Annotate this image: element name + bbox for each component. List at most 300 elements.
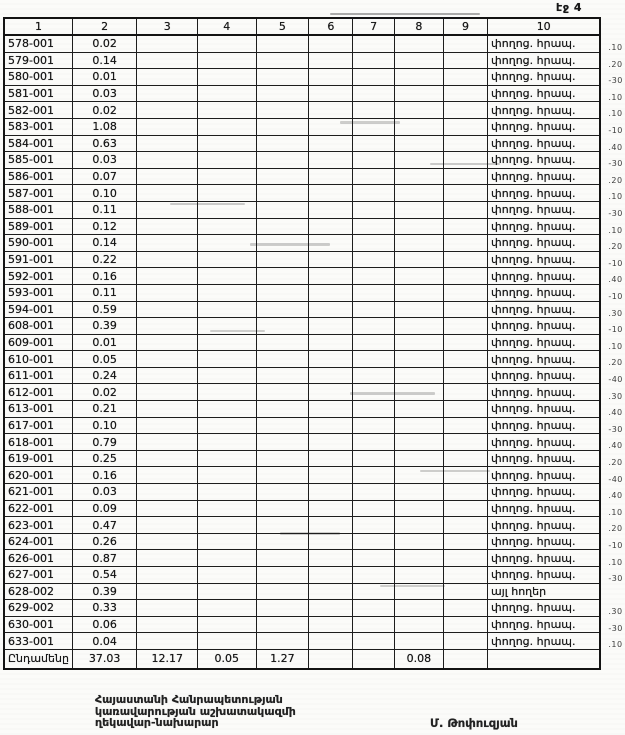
margin-mark — [600, 583, 624, 600]
row-empty-cell — [394, 185, 443, 202]
row-empty-cell — [394, 384, 443, 401]
row-empty-cell — [309, 118, 353, 135]
table-row — [4, 251, 624, 268]
row-code-cell: 589-001 — [4, 218, 72, 235]
row-empty-cell — [198, 517, 256, 534]
row-value-cell: 0.22 — [72, 251, 136, 268]
table-row — [4, 85, 624, 102]
row-landuse-cell: փողոց. հրապ. — [488, 85, 601, 102]
row-empty-cell — [443, 268, 487, 285]
row-landuse-cell: փողոց. հրապ. — [488, 500, 601, 517]
col-header-10: 10 — [488, 18, 601, 35]
row-value-cell: 0.03 — [72, 85, 136, 102]
table-row — [4, 185, 624, 202]
row-value-cell: 0.39 — [72, 318, 136, 335]
col-header-5: 5 — [256, 18, 309, 35]
row-empty-cell — [443, 467, 487, 484]
total-col7-cell — [353, 649, 394, 669]
row-empty-cell — [353, 484, 394, 501]
row-empty-cell — [256, 69, 309, 86]
row-empty-cell — [353, 185, 394, 202]
row-empty-cell — [198, 152, 256, 169]
margin-mark: .10 — [608, 109, 623, 119]
table-header — [4, 18, 624, 35]
table-row — [4, 517, 624, 534]
row-value-cell: 0.21 — [72, 401, 136, 418]
total-col6-cell — [309, 649, 353, 669]
row-value-cell: 0.02 — [72, 384, 136, 401]
total-col4-cell: 0.05 — [198, 649, 256, 669]
row-value-cell: 0.09 — [72, 500, 136, 517]
margin-mark: -30 — [608, 424, 623, 434]
row-empty-cell — [443, 185, 487, 202]
row-empty-cell — [353, 251, 394, 268]
row-empty-cell — [443, 152, 487, 169]
row-empty-cell — [256, 284, 309, 301]
row-value-cell: 0.63 — [72, 135, 136, 152]
row-empty-cell — [394, 417, 443, 434]
row-empty-cell — [137, 533, 198, 550]
row-empty-cell — [309, 52, 353, 69]
row-value-cell: 0.16 — [72, 467, 136, 484]
table-row — [4, 69, 624, 86]
margin-mark: .10 — [608, 507, 623, 517]
row-value-cell: 0.11 — [72, 201, 136, 218]
row-landuse-cell: փողոց. հրապ. — [488, 168, 601, 185]
margin-mark: .30 — [608, 308, 623, 318]
signatory-title-block — [95, 694, 296, 729]
total-col3-cell: 12.17 — [137, 649, 198, 669]
row-value-cell: 0.39 — [72, 583, 136, 600]
row-empty-cell — [394, 367, 443, 384]
row-landuse-cell: փողոց. հրապ. — [488, 450, 601, 467]
row-code-cell: 578-001 — [4, 35, 72, 52]
row-empty-cell — [309, 268, 353, 285]
table-row — [4, 102, 624, 119]
row-value-cell: 0.07 — [72, 168, 136, 185]
row-code-cell: 608-001 — [4, 318, 72, 335]
row-empty-cell — [137, 384, 198, 401]
table-footer — [4, 649, 624, 669]
row-value-cell: 0.02 — [72, 35, 136, 52]
row-empty-cell — [353, 218, 394, 235]
row-empty-cell — [256, 85, 309, 102]
margin-mark: .40 — [608, 408, 623, 418]
row-empty-cell — [198, 450, 256, 467]
row-empty-cell — [137, 251, 198, 268]
row-empty-cell — [309, 616, 353, 633]
table-row — [4, 334, 624, 351]
row-code-cell: 593-001 — [4, 284, 72, 301]
row-empty-cell — [309, 218, 353, 235]
row-empty-cell — [198, 235, 256, 252]
row-empty-cell — [137, 318, 198, 335]
row-empty-cell — [137, 69, 198, 86]
row-landuse-cell: փողոց. հրապ. — [488, 633, 601, 650]
row-empty-cell — [256, 367, 309, 384]
margin-mark: .20 — [608, 358, 623, 368]
row-empty-cell — [353, 567, 394, 584]
row-empty-cell — [137, 434, 198, 451]
row-empty-cell — [309, 500, 353, 517]
row-empty-cell — [198, 185, 256, 202]
row-empty-cell — [394, 533, 443, 550]
row-empty-cell — [198, 367, 256, 384]
margin-mark: -30 — [608, 209, 623, 219]
row-empty-cell — [198, 484, 256, 501]
row-landuse-cell: փողոց. հրապ. — [488, 301, 601, 318]
table-body — [4, 35, 624, 649]
row-empty-cell — [394, 600, 443, 617]
row-empty-cell — [394, 152, 443, 169]
table-row — [4, 52, 624, 69]
row-empty-cell — [256, 118, 309, 135]
row-code-cell: 633-001 — [4, 633, 72, 650]
row-empty-cell — [137, 583, 198, 600]
scan-artifact — [330, 13, 480, 15]
margin-mark: .40 — [608, 491, 623, 501]
row-code-cell: 610-001 — [4, 351, 72, 368]
row-value-cell: 1.08 — [72, 118, 136, 135]
row-empty-cell — [443, 52, 487, 69]
row-landuse-cell: փողոց. հրապ. — [488, 201, 601, 218]
row-empty-cell — [137, 168, 198, 185]
row-empty-cell — [256, 450, 309, 467]
row-empty-cell — [443, 633, 487, 650]
row-empty-cell — [353, 450, 394, 467]
row-empty-cell — [137, 284, 198, 301]
margin-mark: .20 — [608, 175, 623, 185]
margin-spacer — [600, 649, 624, 669]
margin-mark: -10 — [608, 540, 623, 550]
margin-mark: -30 — [608, 623, 623, 633]
row-code-cell: 584-001 — [4, 135, 72, 152]
row-empty-cell — [443, 85, 487, 102]
row-empty-cell — [256, 616, 309, 633]
margin-mark: .20 — [608, 457, 623, 467]
margin-mark: .20 — [608, 524, 623, 534]
row-value-cell: 0.26 — [72, 533, 136, 550]
row-empty-cell — [443, 550, 487, 567]
row-value-cell: 0.10 — [72, 185, 136, 202]
margin-mark: .10 — [608, 225, 623, 235]
row-code-cell: 617-001 — [4, 417, 72, 434]
row-landuse-cell: փողոց. հրապ. — [488, 318, 601, 335]
row-empty-cell — [443, 351, 487, 368]
row-empty-cell — [309, 85, 353, 102]
row-empty-cell — [198, 500, 256, 517]
row-empty-cell — [394, 450, 443, 467]
margin-spacer — [600, 18, 624, 35]
row-empty-cell — [443, 102, 487, 119]
row-empty-cell — [256, 533, 309, 550]
row-code-cell: 587-001 — [4, 185, 72, 202]
row-code-cell: 618-001 — [4, 434, 72, 451]
row-value-cell: 0.14 — [72, 52, 136, 69]
row-empty-cell — [198, 318, 256, 335]
row-code-cell: 583-001 — [4, 118, 72, 135]
row-empty-cell — [309, 35, 353, 52]
row-empty-cell — [309, 600, 353, 617]
row-landuse-cell: փողոց. հրապ. — [488, 616, 601, 633]
row-empty-cell — [256, 218, 309, 235]
row-empty-cell — [353, 118, 394, 135]
row-empty-cell — [443, 35, 487, 52]
row-empty-cell — [137, 334, 198, 351]
row-empty-cell — [394, 52, 443, 69]
row-empty-cell — [198, 616, 256, 633]
row-code-cell: 627-001 — [4, 567, 72, 584]
total-col5-cell: 1.27 — [256, 649, 309, 669]
row-empty-cell — [353, 135, 394, 152]
row-empty-cell — [198, 168, 256, 185]
margin-mark: -40 — [608, 474, 623, 484]
row-empty-cell — [198, 301, 256, 318]
row-value-cell: 0.01 — [72, 334, 136, 351]
margin-mark: .10 — [608, 640, 623, 650]
row-empty-cell — [309, 102, 353, 119]
row-code-cell: 579-001 — [4, 52, 72, 69]
margin-mark: -30 — [608, 159, 623, 169]
row-empty-cell — [443, 168, 487, 185]
row-code-cell: 611-001 — [4, 367, 72, 384]
row-empty-cell — [394, 401, 443, 418]
row-code-cell: 619-001 — [4, 450, 72, 467]
total-col10-cell — [488, 649, 601, 669]
table-row — [4, 118, 624, 135]
row-empty-cell — [353, 235, 394, 252]
row-empty-cell — [256, 633, 309, 650]
row-code-cell: 623-001 — [4, 517, 72, 534]
row-empty-cell — [353, 85, 394, 102]
row-empty-cell — [353, 168, 394, 185]
row-empty-cell — [198, 85, 256, 102]
row-code-cell: 580-001 — [4, 69, 72, 86]
row-empty-cell — [443, 135, 487, 152]
table-row — [4, 367, 624, 384]
row-empty-cell — [309, 533, 353, 550]
row-empty-cell — [443, 251, 487, 268]
row-empty-cell — [394, 35, 443, 52]
row-code-cell: 592-001 — [4, 268, 72, 285]
table-row — [4, 235, 624, 252]
row-value-cell: 0.12 — [72, 218, 136, 235]
row-empty-cell — [353, 35, 394, 52]
row-empty-cell — [198, 268, 256, 285]
row-empty-cell — [198, 583, 256, 600]
table-row — [4, 633, 624, 650]
row-empty-cell — [353, 351, 394, 368]
row-empty-cell — [353, 268, 394, 285]
row-empty-cell — [309, 351, 353, 368]
totals-row — [4, 649, 624, 669]
row-empty-cell — [256, 567, 309, 584]
row-empty-cell — [353, 500, 394, 517]
row-empty-cell — [198, 69, 256, 86]
row-empty-cell — [394, 251, 443, 268]
row-empty-cell — [198, 550, 256, 567]
row-empty-cell — [394, 550, 443, 567]
row-empty-cell — [309, 517, 353, 534]
row-empty-cell — [256, 318, 309, 335]
col-header-1: 1 — [4, 18, 72, 35]
row-code-cell: 612-001 — [4, 384, 72, 401]
row-empty-cell — [443, 201, 487, 218]
org-line-3: ղեկավար-նախարար — [95, 716, 219, 729]
margin-mark: .10 — [608, 43, 623, 53]
row-landuse-cell: փողոց. հրապ. — [488, 268, 601, 285]
row-empty-cell — [137, 467, 198, 484]
row-landuse-cell: փողոց. հրապ. — [488, 351, 601, 368]
row-empty-cell — [353, 633, 394, 650]
row-landuse-cell: փողոց. հրապ. — [488, 384, 601, 401]
row-empty-cell — [256, 268, 309, 285]
table-row — [4, 301, 624, 318]
row-landuse-cell: փողոց. հրապ. — [488, 567, 601, 584]
row-empty-cell — [256, 434, 309, 451]
row-empty-cell — [256, 201, 309, 218]
row-empty-cell — [443, 284, 487, 301]
row-landuse-cell: փողոց. հրապ. — [488, 35, 601, 52]
row-empty-cell — [394, 284, 443, 301]
table-row — [4, 351, 624, 368]
row-empty-cell — [137, 201, 198, 218]
row-empty-cell — [443, 583, 487, 600]
row-empty-cell — [353, 334, 394, 351]
land-register-table — [3, 17, 625, 670]
row-empty-cell — [353, 318, 394, 335]
row-empty-cell — [353, 102, 394, 119]
table-row — [4, 484, 624, 501]
row-landuse-cell: փողոց. հրապ. — [488, 102, 601, 119]
row-empty-cell — [309, 484, 353, 501]
row-value-cell: 0.87 — [72, 550, 136, 567]
margin-mark: .30 — [608, 607, 623, 617]
row-empty-cell — [394, 567, 443, 584]
col-header-4: 4 — [198, 18, 256, 35]
row-empty-cell — [394, 118, 443, 135]
table-row — [4, 533, 624, 550]
row-empty-cell — [256, 35, 309, 52]
table-row — [4, 318, 624, 335]
row-empty-cell — [353, 550, 394, 567]
row-empty-cell — [256, 583, 309, 600]
row-empty-cell — [443, 567, 487, 584]
row-empty-cell — [394, 616, 443, 633]
row-empty-cell — [137, 367, 198, 384]
row-empty-cell — [198, 434, 256, 451]
row-empty-cell — [394, 218, 443, 235]
row-code-cell: 581-001 — [4, 85, 72, 102]
table-row — [4, 401, 624, 418]
column-header-row — [4, 18, 624, 35]
row-landuse-cell: փողոց. հրապ. — [488, 218, 601, 235]
margin-mark: .10 — [608, 557, 623, 567]
total-col2-cell: 37.03 — [72, 649, 136, 669]
row-value-cell: 0.03 — [72, 484, 136, 501]
row-empty-cell — [309, 284, 353, 301]
table-row — [4, 152, 624, 169]
row-empty-cell — [443, 235, 487, 252]
row-value-cell: 0.25 — [72, 450, 136, 467]
row-landuse-cell: փողոց. հրապ. — [488, 401, 601, 418]
row-empty-cell — [394, 351, 443, 368]
row-empty-cell — [443, 384, 487, 401]
row-empty-cell — [198, 52, 256, 69]
row-empty-cell — [309, 152, 353, 169]
row-value-cell: 0.04 — [72, 633, 136, 650]
row-empty-cell — [137, 118, 198, 135]
row-value-cell: 0.14 — [72, 235, 136, 252]
row-value-cell: 0.54 — [72, 567, 136, 584]
row-empty-cell — [198, 351, 256, 368]
row-empty-cell — [309, 69, 353, 86]
row-landuse-cell: փողոց. հրապ. — [488, 284, 601, 301]
col-header-9: 9 — [443, 18, 487, 35]
row-empty-cell — [256, 517, 309, 534]
row-code-cell: 591-001 — [4, 251, 72, 268]
row-empty-cell — [137, 567, 198, 584]
row-empty-cell — [198, 633, 256, 650]
margin-mark: .10 — [608, 192, 623, 202]
row-code-cell: 582-001 — [4, 102, 72, 119]
table-row — [4, 268, 624, 285]
page-number-label: էջ 4 — [556, 1, 582, 14]
table-row — [4, 450, 624, 467]
row-code-cell: 621-001 — [4, 484, 72, 501]
row-empty-cell — [137, 35, 198, 52]
row-empty-cell — [198, 118, 256, 135]
row-value-cell: 0.11 — [72, 284, 136, 301]
row-empty-cell — [394, 85, 443, 102]
row-empty-cell — [256, 185, 309, 202]
row-empty-cell — [198, 600, 256, 617]
row-landuse-cell: փողոց. հրապ. — [488, 251, 601, 268]
row-empty-cell — [137, 301, 198, 318]
margin-mark: -10 — [608, 325, 623, 335]
row-empty-cell — [256, 235, 309, 252]
row-empty-cell — [137, 417, 198, 434]
row-value-cell: 0.01 — [72, 69, 136, 86]
row-empty-cell — [137, 85, 198, 102]
row-landuse-cell: այլ հողեր — [488, 583, 601, 600]
row-empty-cell — [353, 616, 394, 633]
row-empty-cell — [394, 201, 443, 218]
row-empty-cell — [394, 334, 443, 351]
row-empty-cell — [137, 633, 198, 650]
row-code-cell: 626-001 — [4, 550, 72, 567]
table-row — [4, 417, 624, 434]
row-empty-cell — [256, 301, 309, 318]
row-empty-cell — [137, 52, 198, 69]
row-landuse-cell: փողոց. հրապ. — [488, 135, 601, 152]
row-empty-cell — [394, 583, 443, 600]
row-empty-cell — [198, 467, 256, 484]
row-empty-cell — [353, 583, 394, 600]
row-empty-cell — [394, 102, 443, 119]
row-empty-cell — [309, 301, 353, 318]
row-landuse-cell: փողոց. հրապ. — [488, 118, 601, 135]
row-landuse-cell: փողոց. հրապ. — [488, 517, 601, 534]
row-empty-cell — [256, 52, 309, 69]
row-empty-cell — [309, 384, 353, 401]
row-empty-cell — [309, 168, 353, 185]
margin-mark: .10 — [608, 92, 623, 102]
row-code-cell: 629-002 — [4, 600, 72, 617]
row-empty-cell — [309, 550, 353, 567]
row-empty-cell — [198, 251, 256, 268]
margin-mark: .20 — [608, 242, 623, 252]
